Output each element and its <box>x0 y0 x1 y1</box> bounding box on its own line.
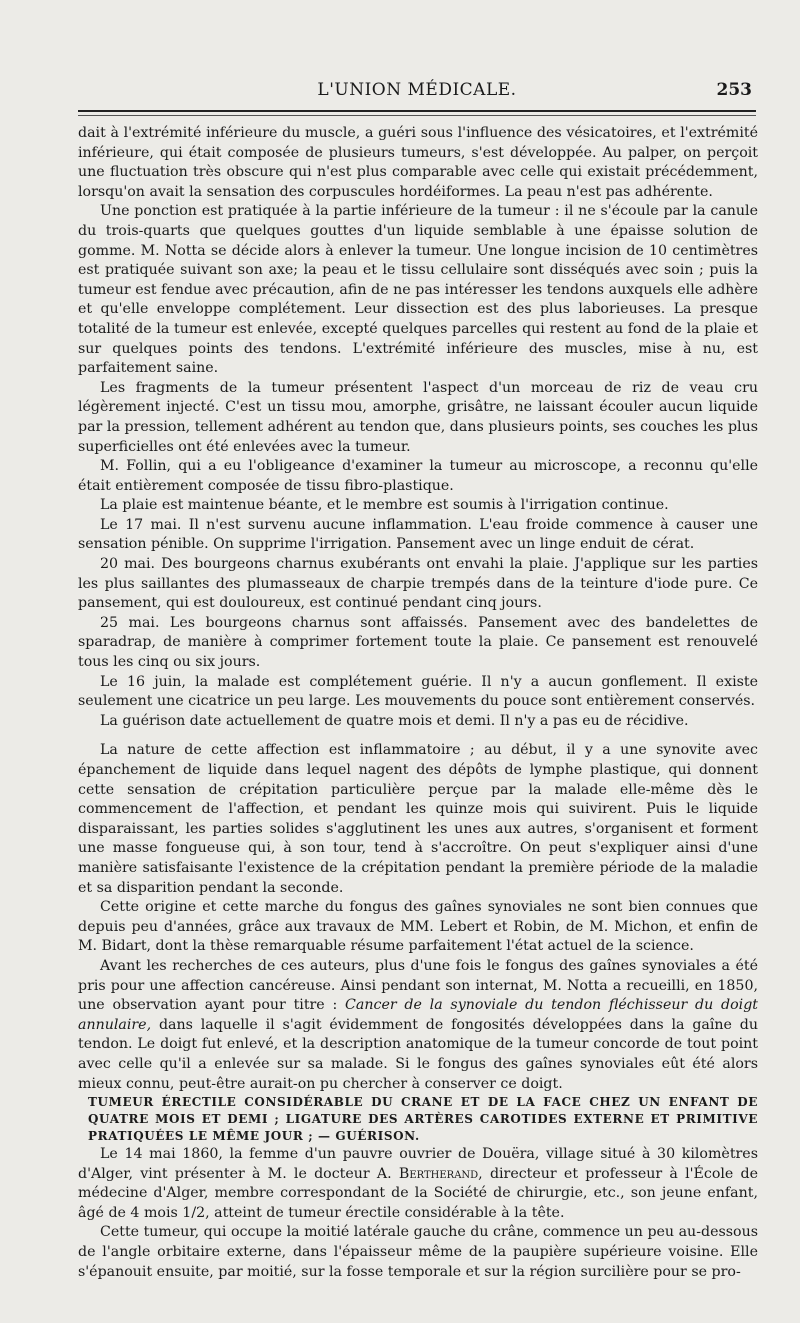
paragraph: Une ponction est pratiquée à la partie inférieure de la tumeur : il ne s'écoule par la canule du trois-quarts que quelques gouttes d'un liquide semblable à une épaisse solution de gomme. M. Notta se décide alors à enlever la tumeur. Une longue incision de 10 centimètres est pratiquée suivant son axe; la peau et le tissu cellulaire sont disséqués avec soin ; puis la tumeur est fendue avec précaution, afin de ne pas intéresser les tendons auxquels elle adhère et qu'elle enveloppe complétement. Leur dissection est des plus laborieuses. La presque totalité de la tumeur est enlevée, excepté quelques parcelles qui restent au fond de la plaie et sur quelques points des tendons. L'extrémité inférieure des muscles, mise à nu, est parfaitement saine. <box>78 203 758 377</box>
paragraph: M. Follin, qui a eu l'obligeance d'examiner la tumeur au microscope, a reconnu qu'elle était entièrement composée de tissu fibro-plastique. <box>78 458 758 494</box>
paragraph: Cette origine et cette marche du fongus des gaînes synoviales ne sont bien connues que depuis peu d'années, grâce aux travaux de MM. Lebert et Robin, de M. Michon, et enfin de M. Bidart, dont la thèse remarquable résume parfaitement l'état actuel de la science. <box>78 899 758 955</box>
text-run: Avant les recherches de ces auteurs, plus d'une fois le fongus des gaînes synoviales a été pris pour une affection cancéreuse. Ainsi pendant son internat, M. Notta a recueilli, en 1850, une observation ayant pour titre : <box>78 957 758 1014</box>
paragraph: La guérison date actuellement de quatre mois et demi. Il n'y a pas eu de récidive. <box>100 712 689 729</box>
journal-title: L'UNION MÉDICALE. <box>317 80 517 100</box>
page-number: 253 <box>716 80 752 100</box>
section-heading: TUMEUR ÉRECTILE CONSIDÉRABLE DU CRANE ET DE LA FACE CHEZ UN ENFANT DE QUATRE MOIS ET DEMI ; LIGATURE DES ARTÈRES CAROTIDES EXTERNE ET PRIMITIVE PRATIQUÉES LE MÊME JOUR ; — GUÉRISON. <box>88 1095 758 1144</box>
text-run: directeur et professeur à l'École de médecine d'Alger, membre correspondant de la Société de chirurgie, etc., son jeune enfant, âgé de 4 mois 1/2, atteint de tumeur érectile considérable à la tête. <box>78 1165 758 1221</box>
paragraph: La plaie est maintenue béante, et le membre est soumis à l'irrigation continue. <box>100 497 669 514</box>
paragraph: 25 mai. Les bourgeons charnus sont affaissés. Pansement avec des bandelettes de sparadrap, de manière à comprimer fortement toute la plaie. Ce pansement est renouvelé tous les cinq ou six jours. <box>78 614 758 671</box>
paragraph: Le 17 mai. Il n'est survenu aucune inflammation. L'eau froide commence à causer une sensation pénible. On supprime l'irrigation. Pansement avec un linge enduit de cérat. <box>78 516 758 553</box>
paragraph <box>78 957 758 1094</box>
header-rule <box>78 110 756 116</box>
paragraph: La nature de cette affection est inflammatoire ; au début, il y a une synovite avec épanchement de liquide dans lequel nagent des dépôts de lymphe plastique, qui donnent cette sensation de crépitation particulière perçue par la malade elle-même dès le commencement de l'affection, et pendant les quinze mois qui suivirent. Puis le liquide disparaissant, les parties solides s'agglutinent les unes aux autres, s'organisent et forment une masse fongueuse qui, à son tour, tend à s'accroître. On peut s'expliquer ainsi d'une manière satisfaisante l'existence de la crépitation pendant la première période de la maladie et sa disparition pendant la seconde. <box>78 742 758 896</box>
page-header <box>78 78 756 104</box>
paragraph: dait à l'extrémité inférieure du muscle, a guéri sous l'influence des vésicatoires, et l'extrémité inférieure, qui était composée de plusieurs tumeurs, s'est développée. Au palper, on perçoit une fluctuation très obscure qui n'est plus comparable avec celle qui existait précédemment, lorsqu'on avait la sensation des corpuscules hordéiformes. La peau n'est pas adhérente. <box>78 125 758 200</box>
paragraph: Les fragments de la tumeur présentent l'aspect d'un morceau de riz de veau cru légèrement injecté. C'est un tissu mou, amorphe, grisâtre, ne laissant écouler aucun liquide par la pression, tellement adhérent au tendon que, dans plusieurs points, ses couches les plus superficielles ont été enlevées avec la tumeur. <box>78 379 758 455</box>
author-name: Bertherand, <box>398 1165 483 1182</box>
text-run: Le 14 mai 1860, la femme d'un pauvre ouvrier de Douëra, village situé à 30 kilomètres d'Alger, vint présenter à M. le docteur A. <box>78 1146 758 1182</box>
paragraph: Cette tumeur, qui occupe la moitié latérale gauche du crâne, commence un peu au-dessous de l'angle orbitaire externe, dans l'épaisseur même de la paupière supérieure voisine. Elle s'épanouit ensuite, par moitié, sur la fosse temporale et sur la région surcilière pour se pro- <box>78 1224 758 1280</box>
paragraph-gap <box>78 731 758 741</box>
paragraph <box>78 1145 758 1223</box>
italic-title: Cancer de la synoviale du tendon fléchisseur du doigt annulaire, <box>78 997 758 1033</box>
article-body <box>78 124 758 1282</box>
paragraph: 20 mai. Des bourgeons charnus exubérants ont envahi la plaie. J'applique sur les parties les plus saillantes des plumasseaux de charpie trempés dans de la teinture d'iode pure. Ce pansement, qui est douloureux, est continué pendant cinq jours. <box>78 556 758 612</box>
text-run: dans laquelle il s'agit évidemment de fongosités développées dans la gaîne du tendon. Le doigt fut enlevé, et la description anatomique de la tumeur concorde de tout point avec celle qu'il a enlevée sur sa malade. Si le fongus des gaînes synoviales eût été alors mieux connu, peut-être aurait-on pu chercher à conserver ce doigt. <box>78 1016 758 1092</box>
paragraph: Le 16 juin, la malade est complétement guérie. Il n'y a aucun gonflement. Il existe seulement une cicatrice un peu large. Les mouvements du pouce sont entièrement conservés. <box>78 673 758 710</box>
